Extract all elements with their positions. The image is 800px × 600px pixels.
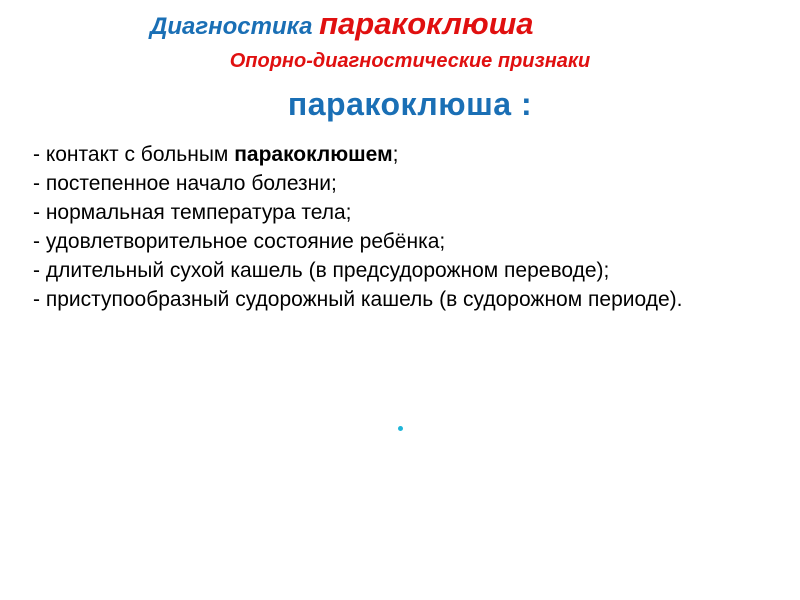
list-item: - постепенное начало болезни; <box>33 172 337 195</box>
list-item: - удовлетворительное состояние ребёнка; <box>33 230 446 253</box>
slide-title <box>150 6 534 42</box>
title-prefix: Диагностика <box>150 13 320 40</box>
list-item: - нормальная температура тела; <box>33 201 352 224</box>
decorative-dot <box>398 426 403 431</box>
list-item: - контакт с больным паракоклюшем; <box>33 143 399 166</box>
slide-heading: паракоклюша : <box>287 86 533 122</box>
list-item: - длительный сухой кашель (в предсудорожном переводе); <box>33 259 610 282</box>
list-item: - приступообразный судорожный кашель (в судорожном периоде). <box>33 288 683 311</box>
title-emphasis: паракоклюша <box>319 6 534 41</box>
slide-subtitle: Опорно-диагностические признаки <box>229 50 591 72</box>
signs-list <box>33 140 783 314</box>
